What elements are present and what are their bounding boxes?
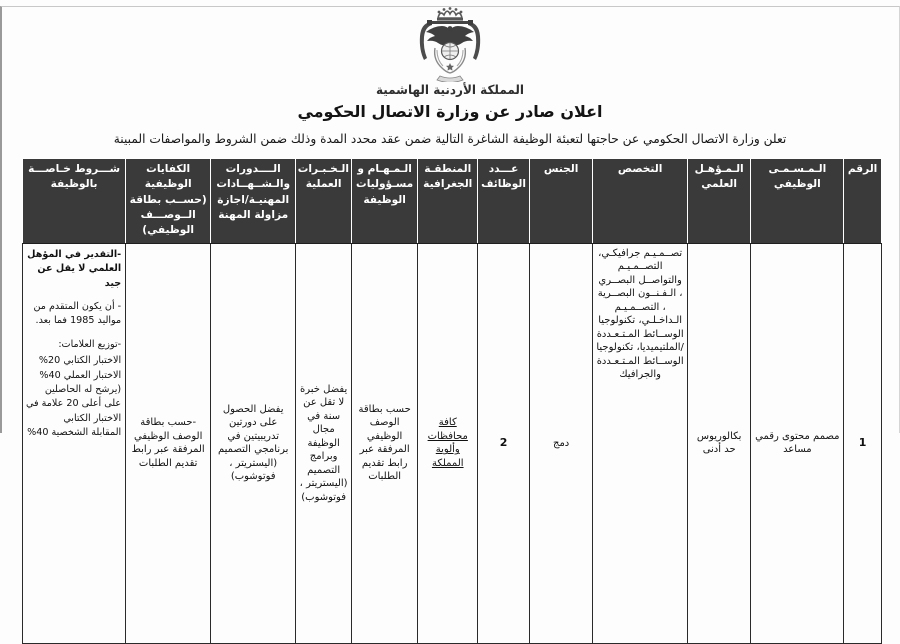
cell-competencies: -حسب بطاقة الوصف الوظيفي المرفقة عبر رابط تقديم الطلبات: [126, 243, 211, 643]
header-geographic-area: المنطقـة الجغرافية: [418, 159, 478, 244]
header-competencies: الكفايات الوظيفية (حســب بطاقة الــوصـــف الوظيفي): [126, 159, 211, 244]
header-duties: الـمـهـام و مسـؤوليات الوظيفة: [352, 159, 418, 244]
announcement-title: اعلان صادر عن وزارة الاتصال الحكومي: [297, 102, 603, 121]
jordan-coat-of-arms-icon: [390, 6, 510, 82]
header-courses: الــــدورات والـشــهــادات المهنيـة/اجازة مزاولة المهنة: [211, 159, 296, 244]
geographic-area-text: كافة محافظات وألوية المملكة: [427, 417, 468, 469]
cell-qualification: بكالوريوس حد أدنى: [687, 243, 751, 643]
condition-birth-note: - أن يكون المتقدم من مواليد 1985 فما بعد.: [33, 300, 122, 327]
cell-geographic-area: [418, 243, 478, 643]
header-special-conditions: شـــروط خـاصـــة بالوظيفة: [23, 159, 126, 244]
mark-item: الاختبار الكتابي 20%: [38, 355, 122, 367]
header-qualification: الـمـؤهـل العلمي: [687, 159, 751, 244]
mark-item: المقابلة الشخصية 40%: [27, 427, 122, 439]
cell-number: 1: [844, 243, 882, 643]
cell-courses: يفضل الحصول على دورتين تدريبيتين في برنامجي التصميم (اليستريتر ، فوتوشوب): [211, 243, 296, 643]
kingdom-name-calligraphy: المملكة الأردنية الهاشمية: [375, 82, 525, 98]
cell-job-title: مصمم محتوى رقمي مساعد: [751, 243, 844, 643]
document: [0, 6, 900, 503]
mark-item: الاختبار العملي 40%: [39, 369, 122, 381]
header-job-title: الـمـسـمـى الوظيفي: [751, 159, 844, 244]
header-experience: الـخـبـرات العملية: [296, 159, 352, 244]
table-row: [23, 243, 882, 643]
condition-marks-title: -توزيع العلامات:: [58, 338, 122, 350]
cell-experience: يفضل خبرة لا تقل عن سنة في مجال الوظيفة وبرامج التصميم (اليستريتر ، فوتوشوب): [296, 243, 352, 643]
header-gender: الجنس: [529, 159, 593, 244]
condition-marks-list: [25, 354, 121, 440]
header-specialization: التخصص: [593, 159, 687, 244]
cell-positions-count: 2: [478, 243, 530, 643]
header-number: الرقم: [844, 159, 882, 244]
cell-gender: دمج: [529, 243, 593, 643]
vacancy-table: [22, 158, 882, 644]
table-header-row: [23, 159, 882, 244]
cell-specialization: تصــمـيـم جرافيكـي، التصــمـيـم والتواصــل البصــري ، الـفـنــون البصــرية ، التصــمـيـم الـداخـلـي، تكنولوجيا الوســائط المـتـعـددة /الملتيميديا، تكنولوجيا الوســائط المـتـعـددة والجرافيك: [593, 243, 687, 643]
announcement-subtitle: تعلن وزارة الاتصال الحكومي عن حاجتها لتعبئة الوظيفة الشاغرة التالية ضمن عقد محدد المدة وذلك ضمن الشروط والمواصفات المبينة: [113, 132, 787, 146]
condition-grade-note: -التقدير في المؤهل العلمي لا يقل عن جيد: [27, 248, 122, 289]
header-positions-count: عـــدد الوظائف: [478, 159, 530, 244]
cell-special-conditions: [23, 243, 126, 643]
mark-item: (يرشح له الحاصلين على أعلى 20 علامة في الاختبار الكتابي: [25, 383, 122, 424]
cell-duties: حسب بطاقة الوصف الوظيفي المرفقة عبر رابط تقديم الطلبات: [352, 243, 418, 643]
